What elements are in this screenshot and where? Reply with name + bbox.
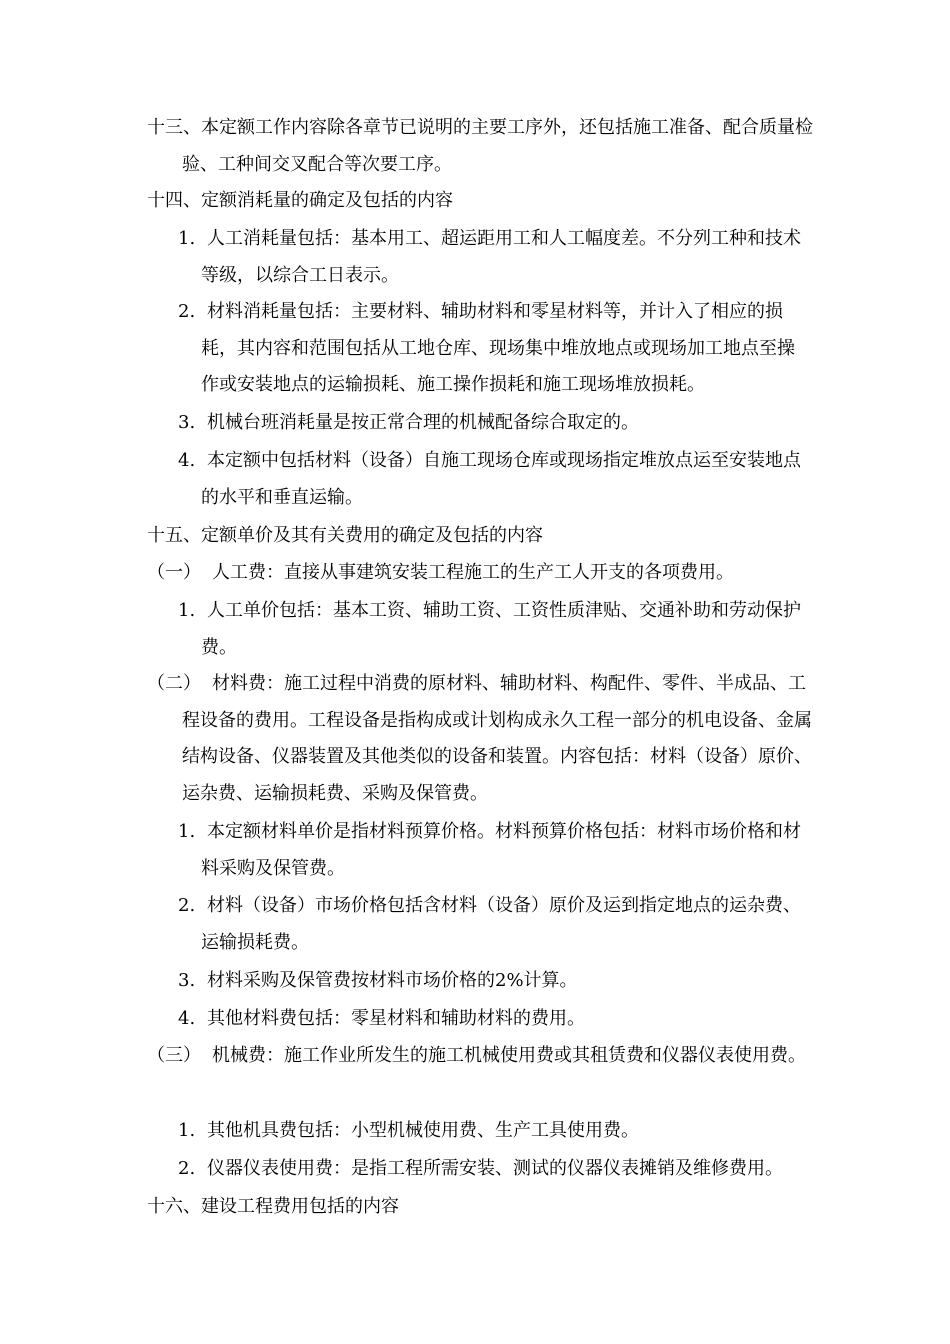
list-item: 4. 本定额中包括材料（设备）自施工现场仓库或现场指定堆放点运至安装地点的水平和垂直运输。: [178, 450, 801, 508]
list-item: 3. 材料采购及保管费按材料市场价格的2%计算。: [178, 970, 578, 991]
list-item: 2. 仪器仪表使用费：是指工程所需安装、测试的仪器仪表摊销及维修费用。: [178, 1158, 783, 1179]
list-item: 1. 本定额材料单价是指材料预算价格。材料预算价格包括：材料市场价格和材料采购及保管费。: [178, 821, 801, 879]
section-13: 十三、本定额工作内容除各章节已说明的主要工序外，还包括施工准备、配合质量检验、工种间交叉配合等次要工序。: [147, 117, 813, 175]
section-15-heading: 十五、定额单价及其有关费用的确定及包括的内容: [147, 525, 543, 546]
list-item: 4. 其他材料费包括：零星材料和辅助材料的费用。: [178, 1008, 585, 1029]
list-item: 1. 人工单价包括：基本工资、辅助工资、工资性质津贴、交通补助和劳动保护费。: [178, 600, 801, 658]
subsection-machinery: （三） 机械费：施工作业所发生的施工机械使用费或其租赁费和仪器仪表使用费。: [147, 1045, 806, 1066]
list-item: 3. 机械台班消耗量是按正常合理的机械配备综合取定的。: [178, 412, 639, 433]
list-item: 1. 其他机具费包括：小型机械使用费、生产工具使用费。: [178, 1120, 639, 1141]
subsection-labor: （一） 人工费：直接从事建筑安装工程施工的生产工人开支的各项费用。: [147, 562, 734, 583]
list-item: 2. 材料消耗量包括：主要材料、辅助材料和零星材料等，并计入了相应的损耗，其内容和范围包括从工地仓库、现场集中堆放地点或现场加工地点至操作或安装地点的运输损耗、施工操作损耗和施工现场堆放损耗。: [178, 301, 795, 395]
list-item: 2. 材料（设备）市场价格包括含材料（设备）原价及运到指定地点的运杂费、运输损耗费。: [178, 895, 801, 953]
list-item: 1. 人工消耗量包括：基本用工、超运距用工和人工幅度差。不分列工种和技术等级，以综合工日表示。: [178, 228, 801, 286]
section-14-heading: 十四、定额消耗量的确定及包括的内容: [147, 190, 453, 211]
subsection-material: （二） 材料费：施工过程中消费的原材料、辅助材料、构配件、零件、半成品、工程设备的费用。工程设备是指构成或计划构成永久工程一部分的机电设备、金属结构设备、仪器装置及其他类似的设备和装置。内容包括：材料（设备）原价、运杂费、运输损耗费、采购及保管费。: [147, 673, 812, 804]
section-16-heading: 十六、建设工程费用包括的内容: [147, 1196, 399, 1217]
